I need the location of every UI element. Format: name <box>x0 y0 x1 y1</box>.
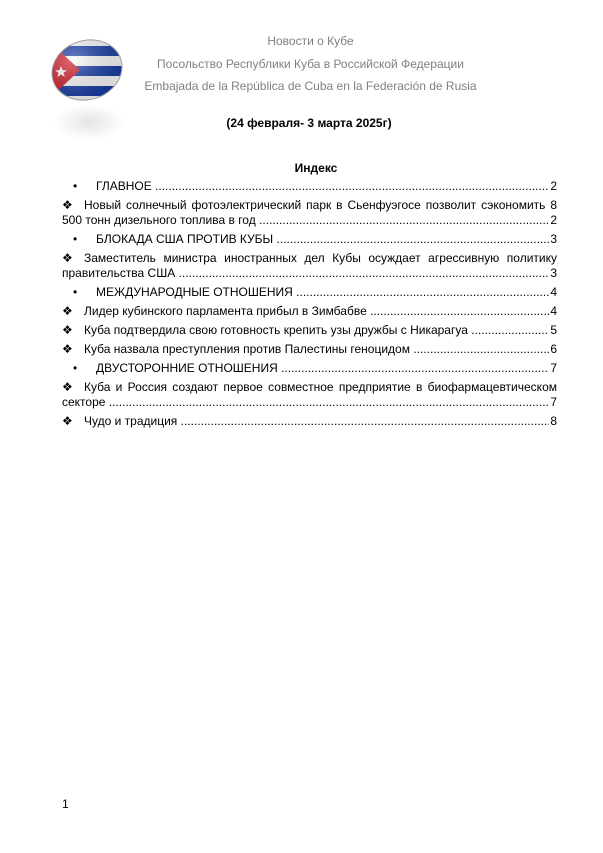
bullet-icon: • <box>73 361 78 375</box>
table-of-contents <box>62 179 557 429</box>
diamond-bullet-icon: ❖ <box>62 380 73 394</box>
bullet-icon: • <box>73 232 78 246</box>
toc-section-main[interactable] <box>62 179 557 194</box>
toc-page-number: 8 <box>550 414 557 428</box>
header-embassy-es: Embajada de la República de Cuba en la Federación de Rusia <box>144 79 477 93</box>
toc-entry-text-line2: 500 тонн дизельного топлива в год ..... <box>62 213 549 228</box>
diamond-bullet-icon: ❖ <box>62 251 73 265</box>
toc-article-nicaragua[interactable] <box>62 323 557 338</box>
toc-entry-text: Куба назвала преступления против Палестины геноцидом ..... <box>84 342 549 357</box>
toc-entry-text-line1: Куба и Россия создают первое совместное предприятие в биофармацевтическом <box>84 380 557 394</box>
toc-page-number: 4 <box>550 304 557 318</box>
toc-article-solar-park[interactable] <box>62 198 557 228</box>
diamond-bullet-icon: ❖ <box>62 198 73 212</box>
diamond-bullet-icon: ❖ <box>62 323 73 337</box>
toc-entry-text: Чудо и традиция ..... <box>84 414 549 429</box>
toc-section-international[interactable] <box>62 285 557 300</box>
toc-page-number: 5 <box>550 323 557 337</box>
header-embassy-ru: Посольство Республики Куба в Российской Федерации <box>157 57 464 71</box>
toc-article-palestine[interactable] <box>62 342 557 357</box>
date-range: (24 февраля- 3 марта 2025г) <box>226 116 392 130</box>
header-title: Новости о Кубе <box>267 34 354 48</box>
toc-entry-text-line1: Новый солнечный фотоэлектрический парк в Сьенфуэгосе позволит сэкономить 8 <box>84 198 557 212</box>
toc-page-number: 7 <box>550 361 557 375</box>
toc-article-deputy-minister[interactable] <box>62 251 557 281</box>
toc-page-number: 3 <box>550 232 557 246</box>
toc-entry-text: ДВУСТОРОННИЕ ОТНОШЕНИЯ ..... <box>96 361 549 376</box>
toc-page-number: 4 <box>550 285 557 299</box>
toc-page-number: 6 <box>550 342 557 356</box>
diamond-bullet-icon: ❖ <box>62 342 73 356</box>
index-title: Индекс <box>294 161 338 175</box>
toc-article-miracle-tradition[interactable] <box>62 414 557 429</box>
bullet-icon: • <box>73 179 78 193</box>
toc-section-blockade[interactable] <box>62 232 557 247</box>
toc-entry-text: МЕЖДУНАРОДНЫЕ ОТНОШЕНИЯ ..... <box>96 285 549 300</box>
toc-article-joint-venture[interactable] <box>62 380 557 410</box>
toc-article-zimbabwe[interactable] <box>62 304 557 319</box>
diamond-bullet-icon: ❖ <box>62 304 73 318</box>
toc-entry-text-line2: секторе ..... <box>62 395 549 410</box>
toc-section-bilateral[interactable] <box>62 361 557 376</box>
toc-entry-text-line1: Заместитель министра иностранных дел Кубы осуждает агрессивную политику <box>84 251 557 265</box>
toc-page-number: 7 <box>550 395 557 409</box>
toc-entry-text-line2: правительства США ..... <box>62 266 549 281</box>
bullet-icon: • <box>73 285 78 299</box>
toc-page-number: 3 <box>550 266 557 280</box>
diamond-bullet-icon: ❖ <box>62 414 73 428</box>
toc-entry-text: Лидер кубинского парламента прибыл в Зимбабве ..... <box>84 304 549 319</box>
toc-page-number: 2 <box>550 213 557 227</box>
toc-entry-text: Куба подтвердила свою готовность крепить узы дружбы с Никарагуа ..... <box>84 323 549 338</box>
toc-entry-text: ГЛАВНОЕ ..... <box>96 179 549 194</box>
toc-entry-text: БЛОКАДА США ПРОТИВ КУБЫ ..... <box>96 232 549 247</box>
footer-page-number: 1 <box>62 797 69 811</box>
toc-page-number: 2 <box>550 179 557 193</box>
